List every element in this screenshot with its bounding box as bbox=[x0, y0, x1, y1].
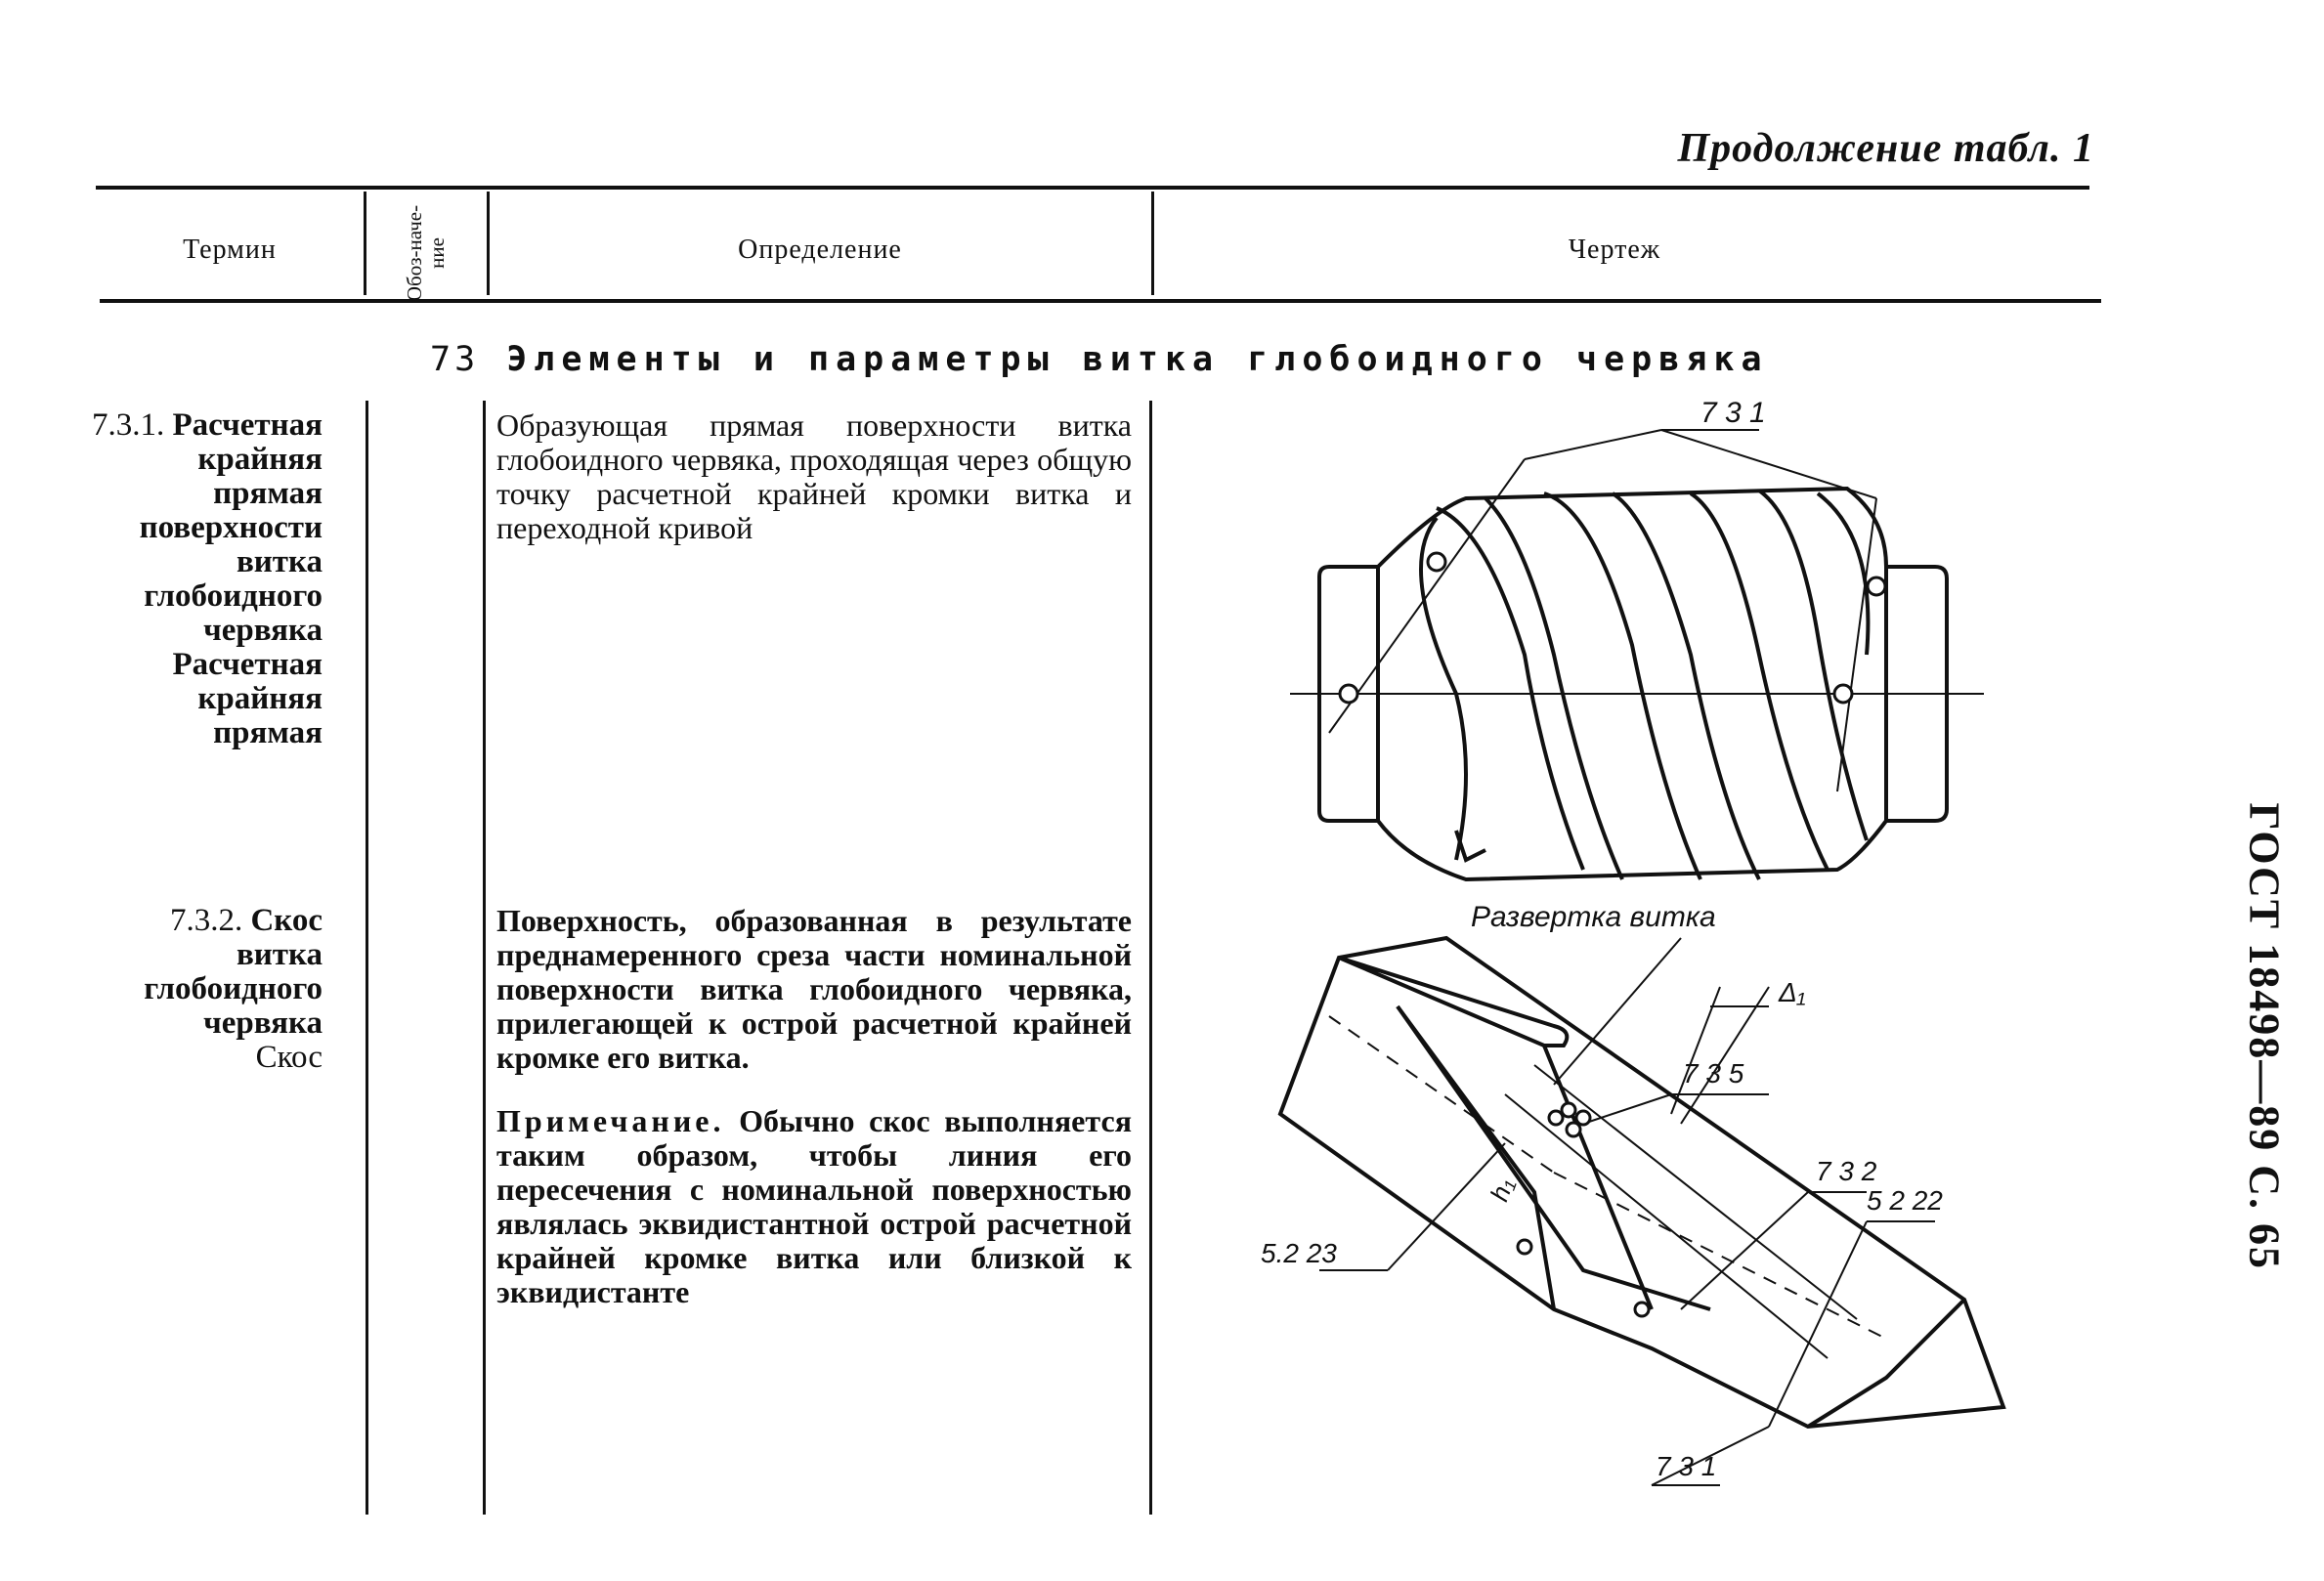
term-number: 7.3.1. bbox=[92, 407, 165, 443]
header-divider-1 bbox=[364, 192, 366, 295]
term-7-3-1 bbox=[88, 408, 323, 750]
header-divider-2 bbox=[487, 192, 490, 295]
header-definition: Определение bbox=[738, 235, 902, 265]
label-731: 7 3 1 bbox=[1656, 1451, 1717, 1481]
section-title bbox=[430, 340, 1769, 379]
thread-development-drawing bbox=[1261, 899, 2033, 1505]
label-732: 7 3 2 bbox=[1816, 1156, 1877, 1186]
table-continued-caption: Продолжение табл. 1 bbox=[1677, 126, 2094, 171]
term-bold: Расчетная крайняя прямая поверхности витка глобоидного червяка bbox=[139, 407, 323, 648]
label-5223: 5.2 23 bbox=[1261, 1238, 1337, 1268]
body-divider-3 bbox=[1149, 401, 1152, 1515]
header-bottom-rule bbox=[100, 299, 2101, 303]
label-735: 7 3 5 bbox=[1683, 1058, 1744, 1089]
h-label: h₁ bbox=[1484, 1174, 1520, 1206]
label-5222: 5 2 22 bbox=[1867, 1185, 1943, 1216]
side-gost-caption: ГОСТ 18498—89 С. 65 bbox=[2241, 802, 2289, 1270]
note-text: Обычно скос выполняется таким образом, чтобы линия его пересечения с номинальной поверхностью являлась эквидистантной острой расчетной крайней кромке витка или близкой к эквидистанте bbox=[496, 1103, 1133, 1309]
header-symbol: Обоз-наче-ние bbox=[403, 204, 449, 302]
header-drawing: Чертеж bbox=[1568, 235, 1661, 265]
note-title: Примечание. bbox=[496, 1103, 725, 1138]
term-7-3-2 bbox=[88, 904, 323, 1075]
header-divider-3 bbox=[1151, 192, 1154, 295]
body-divider-1 bbox=[366, 401, 368, 1515]
definition-7-3-1: Образующая прямая поверхности витка глобоидного червяка, проходящая через общую точку расчетной крайней кромки витка и переходной кривой bbox=[496, 407, 1132, 545]
term-number: 7.3.2. bbox=[169, 903, 243, 938]
drawing1-label: 7 3 1 bbox=[1700, 401, 1766, 429]
term-short: Скос bbox=[255, 1040, 323, 1075]
section-number: 73 bbox=[430, 340, 480, 379]
definition-text: Поверхность, образованная в результате преднамеренного среза части номинальной поверхности витка глобоидного червяка, прилегающей к острой расчетной крайней кромке его витка. bbox=[496, 903, 1132, 1075]
definition-7-3-2 bbox=[496, 904, 1132, 1309]
globoid-worm-drawing bbox=[1290, 401, 1994, 909]
body-divider-2 bbox=[483, 401, 486, 1515]
delta-label: Δ₁ bbox=[1779, 977, 1806, 1007]
section-title-text: Элементы и параметры витка глобоидного червяка bbox=[506, 340, 1769, 379]
term-bold: Скос витка глобоидного червяка bbox=[144, 903, 323, 1041]
header-top-rule bbox=[96, 186, 2089, 190]
header-term: Термин bbox=[183, 235, 277, 265]
term-short: Расчетная крайняя прямая bbox=[172, 647, 323, 750]
drawing2-title: Развертка витка bbox=[1471, 901, 1716, 933]
